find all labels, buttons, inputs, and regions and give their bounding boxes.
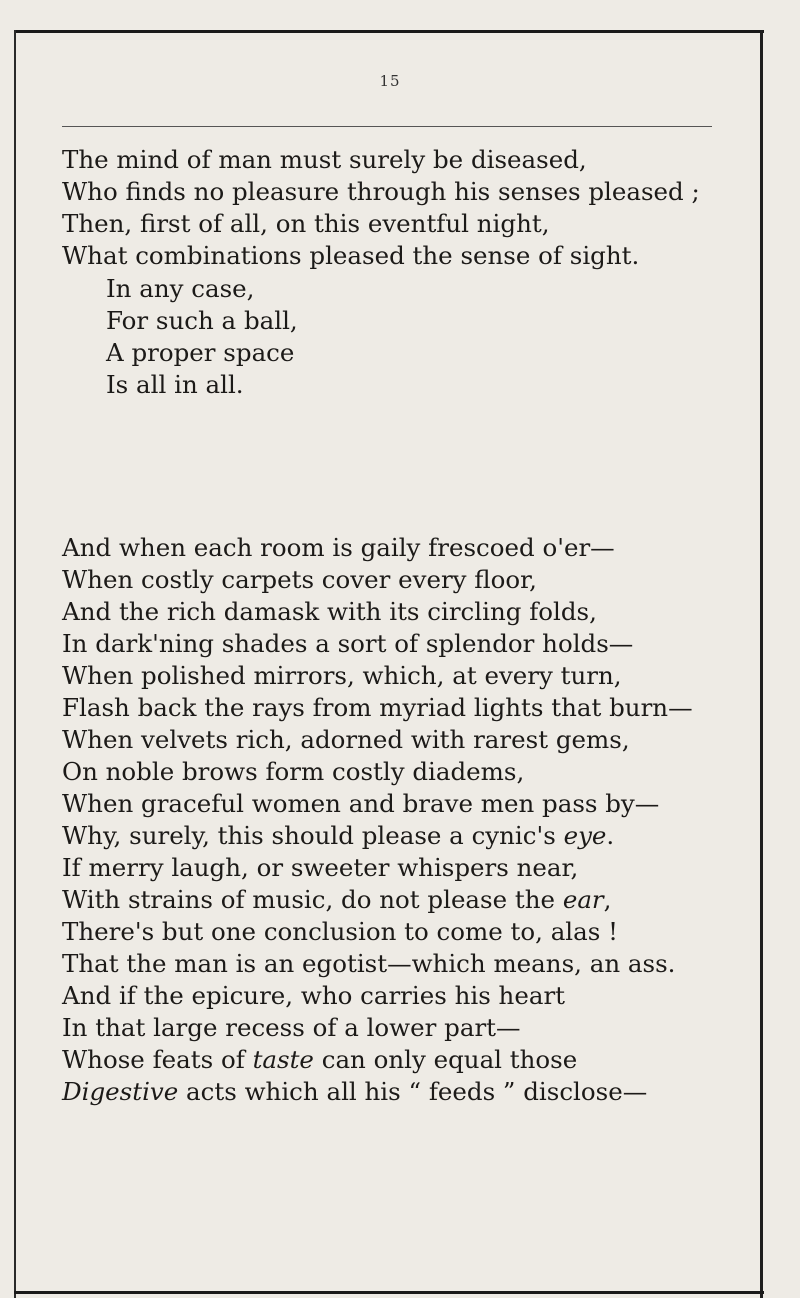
poem-line: There's but one conclusion to come to, alas !: [62, 917, 618, 946]
poem-line: For such a ball,: [106, 306, 298, 335]
poem-line: When polished mirrors, which, at every turn,: [62, 661, 622, 690]
poem-line: A proper space: [106, 338, 295, 367]
poem-line: When velvets rich, adorned with rarest gems,: [62, 725, 630, 754]
poem-line: Who finds no pleasure through his senses pleased ;: [62, 177, 700, 206]
poem-line: Why, surely, this should please a cynic's eye.: [62, 821, 615, 850]
poem-line: And if the epicure, who carries his heart: [62, 981, 566, 1010]
page-frame-right-rule: [760, 30, 763, 1298]
page-number: 15: [379, 72, 401, 90]
poem-line: That the man is an egotist—which means, an ass.: [62, 949, 676, 978]
page-frame-top-rule: [14, 30, 764, 33]
poem-line: Then, first of all, on this eventful night,: [62, 209, 550, 238]
stanza-2: [62, 273, 298, 401]
poem-line: If merry laugh, or sweeter whispers near,: [62, 853, 579, 882]
poem-line: In any case,: [106, 274, 255, 303]
poem-line: And when each room is gaily frescoed o'er—: [62, 533, 615, 562]
poem-line: And the rich damask with its circling folds,: [62, 597, 597, 626]
poem-line: The mind of man must surely be diseased,: [62, 145, 587, 174]
poem-line: In that large recess of a lower part—: [62, 1013, 521, 1042]
stanza-3: [62, 532, 693, 1108]
poem-line: With strains of music, do not please the ear,: [62, 885, 612, 914]
page-frame-bottom-rule: [14, 1291, 764, 1294]
header-rule: [62, 126, 712, 127]
stanza-1: [62, 144, 700, 272]
poem-line: Flash back the rays from myriad lights that burn—: [62, 693, 693, 722]
poem-line: Whose feats of taste can only equal those: [62, 1045, 578, 1074]
poem-line: On noble brows form costly diadems,: [62, 757, 525, 786]
poem-line: Digestive acts which all his “ feeds ” disclose—: [62, 1077, 648, 1106]
poem-line: In dark'ning shades a sort of splendor holds—: [62, 629, 634, 658]
poem-line: What combinations pleased the sense of sight.: [62, 241, 640, 270]
poem-line: Is all in all.: [106, 370, 244, 399]
page-frame-left-rule: [14, 30, 16, 1298]
poem-line: When graceful women and brave men pass by—: [62, 789, 660, 818]
poem-line: When costly carpets cover every floor,: [62, 565, 537, 594]
